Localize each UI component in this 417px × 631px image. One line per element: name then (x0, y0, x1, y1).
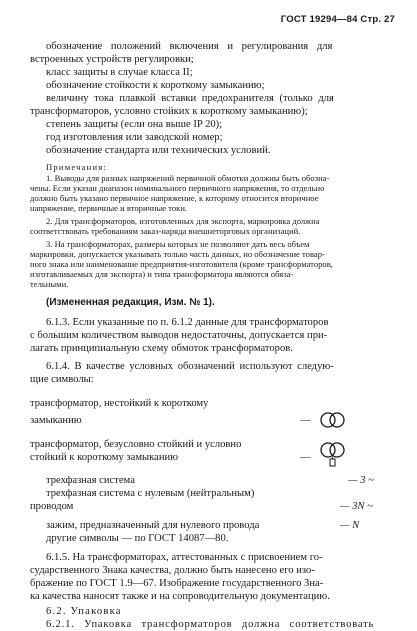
list-line: встроенных устройств регулировки; (30, 54, 194, 65)
list-line: обозначение положений включения и регулирования для (46, 41, 333, 52)
paragraph-line: 6.1.3. Если указанные по п. 6.1.2 данные для трансформаторов (46, 317, 329, 328)
note-line: маркировки, допускается указывать только часть данных, но обозначение товар- (30, 249, 325, 259)
paragraph-line: бражение по ГОСТ 1.9—67. Изображение государственного Зна- (30, 578, 324, 589)
neutral-terminal-symbol: — N (340, 520, 360, 531)
symbol-desc: стойкий к короткому замыканию (30, 452, 179, 463)
paragraph-line: 6.1.5. На трансформаторах, аттестованных с присвоением го- (46, 552, 323, 563)
paragraph-line: щие символы: (30, 374, 94, 385)
symbol-desc: другие символы — по ГОСТ 14087—80. (46, 533, 229, 544)
paragraph-line: сударственного Знака качества, должно быть нанесено его изо- (30, 565, 315, 576)
symbol-desc: трехфазная система (46, 475, 135, 486)
paragraph-line: 6.1.4. В качестве условных обозначений используют следую- (46, 361, 334, 372)
three-phase-symbol: — 3 ~ (348, 475, 374, 486)
note-line: изготавливаемых для экспорта) и типа трансформатора являются обяза- (30, 269, 294, 279)
symbol-dash: — (300, 452, 311, 463)
note-line: напряжение, первичные и вторичные токи. (30, 203, 188, 213)
note-line: 3. На трансформаторах, размеры которых не позволяют дать весь объем (46, 239, 310, 249)
page-header: ГОСТ 19294—84 Стр. 27 (280, 14, 395, 25)
symbol-desc: трансформатор, нестойкий к короткому (30, 398, 209, 409)
note-line: тельными. (30, 279, 69, 289)
list-line: класс защиты в случае класса II; (46, 67, 193, 78)
notes-heading: Примечания: (46, 162, 108, 172)
transformer-resistant-icon (318, 438, 348, 468)
symbol-desc: проводом (30, 501, 74, 512)
symbol-desc: трансформатор, безусловно стойкий и условно (30, 439, 242, 450)
transformer-nonresistant-icon (318, 410, 348, 430)
note-line: ного знака или наименование предприятия-изготовителя (кроме трансформаторов, (30, 259, 333, 269)
list-line: обозначение стандарта или технических условий. (46, 145, 271, 156)
section-heading: 6.2. Упаковка (46, 606, 122, 617)
list-line: степень защиты (если она выше IP 20); (46, 119, 223, 130)
symbol-desc: зажим, предназначенный для нулевого провода (46, 520, 260, 531)
list-line: трансформаторов, условно стойких к короткому замыканию); (30, 106, 308, 117)
note-line: должно быть указано первичное напряжение, к которому относится вторичное (30, 193, 319, 203)
symbol-desc: замыканию (30, 415, 82, 426)
revision-note: (Измененная редакция, Изм. № 1). (46, 297, 215, 308)
list-line: величину тока плавкой вставки предохранителя (только для (46, 93, 334, 104)
note-line: 2. Для трансформаторов, изготовленных для экспорта, маркировка должна (46, 216, 320, 226)
note-line: 1. Выводы для разных напряжений первичной обмотки должны быть обозна- (46, 173, 330, 183)
paragraph-line: ка качества наносят также и на сопроводительную документацию. (30, 591, 330, 602)
list-line: год изготовления или заводской номер; (46, 132, 223, 143)
three-phase-neutral-symbol: — 3N ~ (340, 501, 373, 512)
symbol-desc: трехфазная система с нулевым (нейтральным) (46, 488, 255, 499)
paragraph-line: 6.2.1. Упаковка трансформаторов должна соответствовать (46, 619, 375, 630)
note-line: чены. Если указан диапазон номинального первичного напряжения, то отдельно (30, 183, 325, 193)
note-line: соответствовать требованиям заказ-наряда внешнеторговых организаций. (30, 226, 301, 236)
symbol-dash: — (300, 415, 311, 426)
paragraph-line: с большим количеством выводов недостаточны, допускается при- (30, 330, 328, 341)
list-line: обозначение стойкости к короткому замыканию; (46, 80, 265, 91)
paragraph-line: лагать принципиальную схему обмоток трансформаторов. (30, 343, 293, 354)
